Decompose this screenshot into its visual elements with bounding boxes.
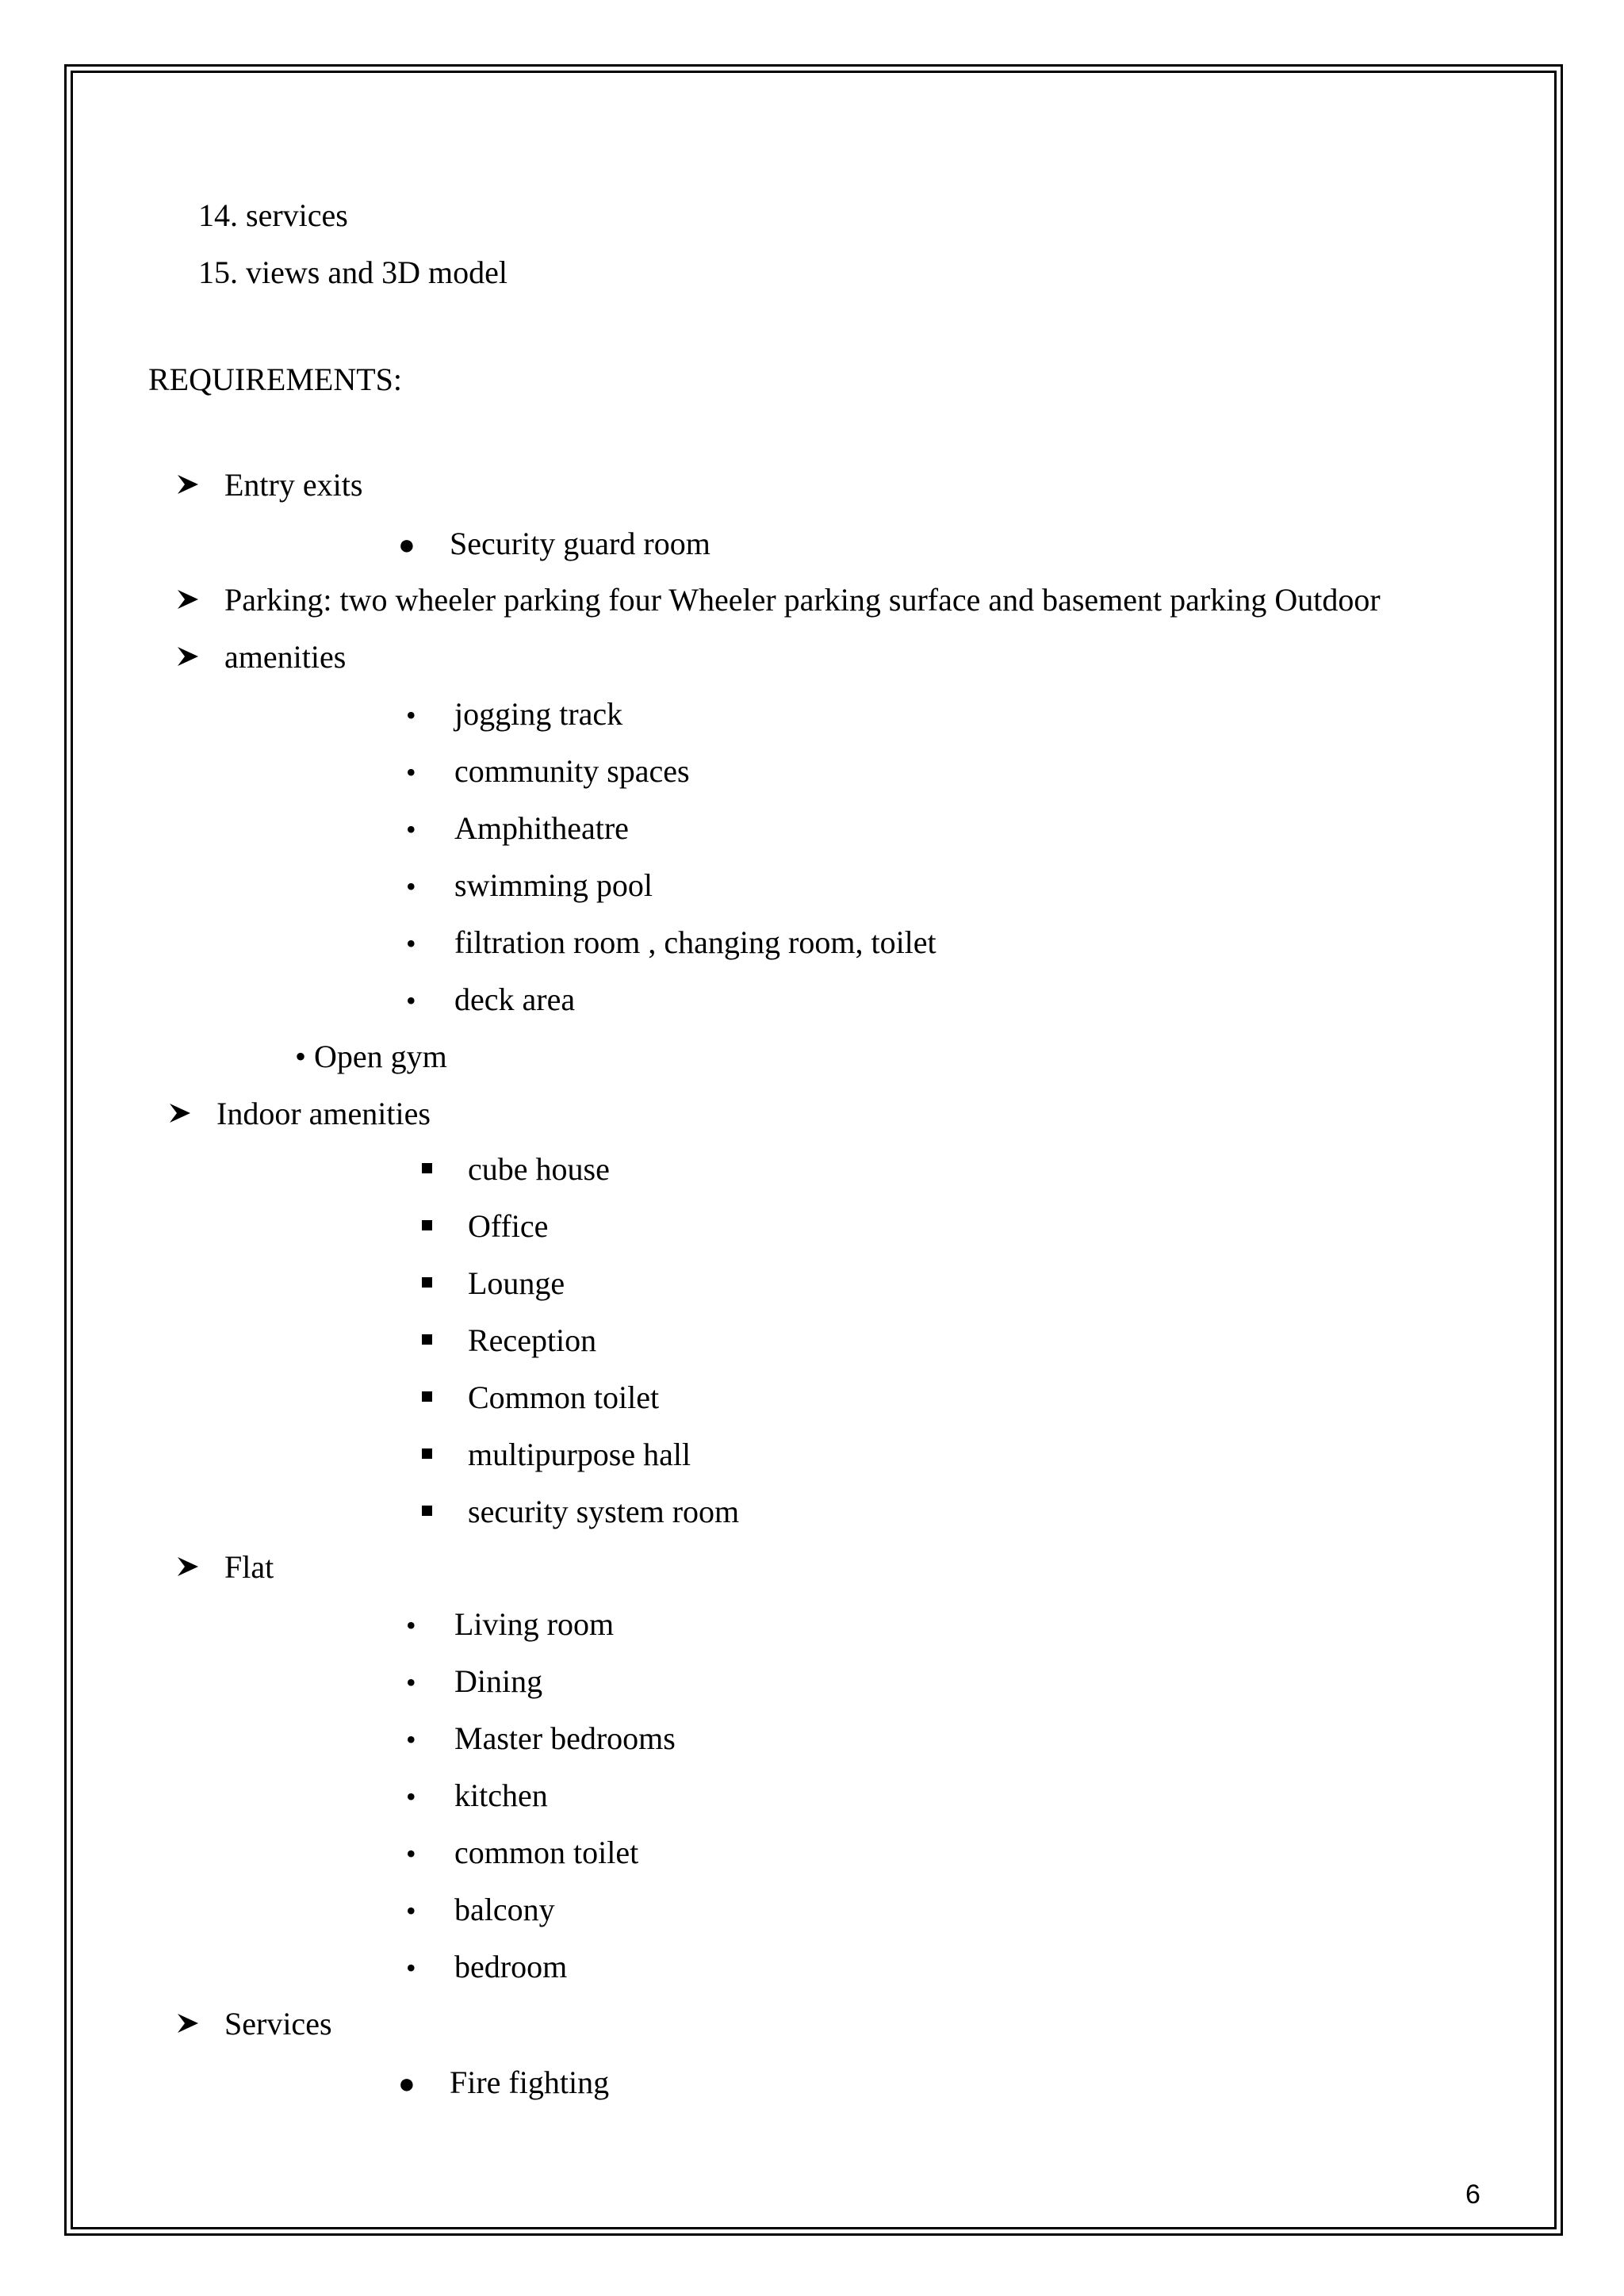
- list-item: Lounge: [468, 1265, 565, 1301]
- square-bullet-icon: [422, 1277, 432, 1288]
- square-bullet-icon: [422, 1163, 432, 1173]
- numbered-item: [198, 254, 508, 292]
- arrow-bullet-icon: [176, 587, 200, 611]
- bullet-dot-icon: •: [406, 1895, 416, 1927]
- list-item: swimming pool: [454, 867, 653, 903]
- list-item: balcony: [454, 1892, 555, 1927]
- bullet-dot-icon: •: [406, 985, 416, 1016]
- list-item: kitchen: [454, 1777, 548, 1813]
- list-item: Master bedrooms: [454, 1720, 676, 1756]
- requirement-label-flat: Flat: [224, 1549, 274, 1585]
- bullet-dot-icon: •: [406, 756, 416, 788]
- arrow-bullet-icon: [176, 645, 200, 668]
- list-item: bedroom: [454, 1949, 568, 1984]
- list-item: Reception: [468, 1322, 597, 1358]
- list-item: Common toilet: [468, 1380, 660, 1415]
- bullet-dot-icon: •: [406, 1781, 416, 1812]
- bullet-dot-icon: •: [406, 871, 416, 902]
- list-item: multipurpose hall: [468, 1437, 691, 1472]
- bullet-dot-icon: •: [406, 1952, 416, 1984]
- section-heading: REQUIREMENTS:: [148, 362, 402, 397]
- list-item-open-gym: • Open gym: [295, 1039, 447, 1074]
- bullet-dot-icon: •: [406, 813, 416, 845]
- bullet-dot-icon: •: [406, 1724, 416, 1755]
- arrow-bullet-icon: [176, 2011, 200, 2035]
- bullet-dot-icon: ●: [398, 2068, 416, 2099]
- item-number: 15.: [198, 254, 238, 290]
- arrow-bullet-icon: [176, 473, 200, 496]
- list-item: common toilet: [454, 1835, 639, 1870]
- square-bullet-icon: [422, 1506, 432, 1516]
- requirement-label-indoor: Indoor amenities: [216, 1096, 431, 1131]
- square-bullet-icon: [422, 1391, 432, 1402]
- list-item: jogging track: [454, 696, 623, 732]
- requirement-label-services: Services: [224, 2006, 332, 2042]
- list-item: Dining: [454, 1663, 543, 1699]
- bullet-dot-icon: •: [406, 1667, 416, 1698]
- item-text: views and 3D model: [246, 254, 508, 290]
- requirement-label-parking: Parking: two wheeler parking four Wheeler parking surface and basement parking Outdoor: [224, 582, 1381, 618]
- page-number: 6: [1465, 2179, 1480, 2210]
- list-item: Security guard room: [450, 526, 710, 561]
- bullet-dot-icon: ●: [398, 529, 416, 561]
- item-text: services: [246, 197, 348, 233]
- square-bullet-icon: [422, 1334, 432, 1345]
- bullet-dot-icon: •: [406, 928, 416, 959]
- list-item: community spaces: [454, 753, 690, 789]
- bullet-dot-icon: •: [406, 699, 416, 731]
- requirement-label-amenities: amenities: [224, 639, 347, 675]
- item-number: 14.: [198, 197, 238, 233]
- list-item: security system room: [468, 1494, 740, 1529]
- arrow-bullet-icon: [176, 1555, 200, 1578]
- arrow-bullet-icon: [168, 1101, 192, 1125]
- list-item: cube house: [468, 1151, 610, 1187]
- bullet-dot-icon: •: [406, 1609, 416, 1641]
- numbered-item: [198, 197, 348, 235]
- list-item: Fire fighting: [450, 2064, 610, 2100]
- square-bullet-icon: [422, 1220, 432, 1230]
- requirement-label-entry: Entry exits: [224, 467, 363, 503]
- list-item: Living room: [454, 1606, 615, 1642]
- bullet-dot-icon: •: [406, 1838, 416, 1869]
- list-item: Amphitheatre: [454, 810, 629, 846]
- list-item: Office: [468, 1208, 549, 1244]
- list-item: filtration room , changing room, toilet: [454, 924, 936, 960]
- square-bullet-icon: [422, 1448, 432, 1459]
- list-item: deck area: [454, 982, 576, 1017]
